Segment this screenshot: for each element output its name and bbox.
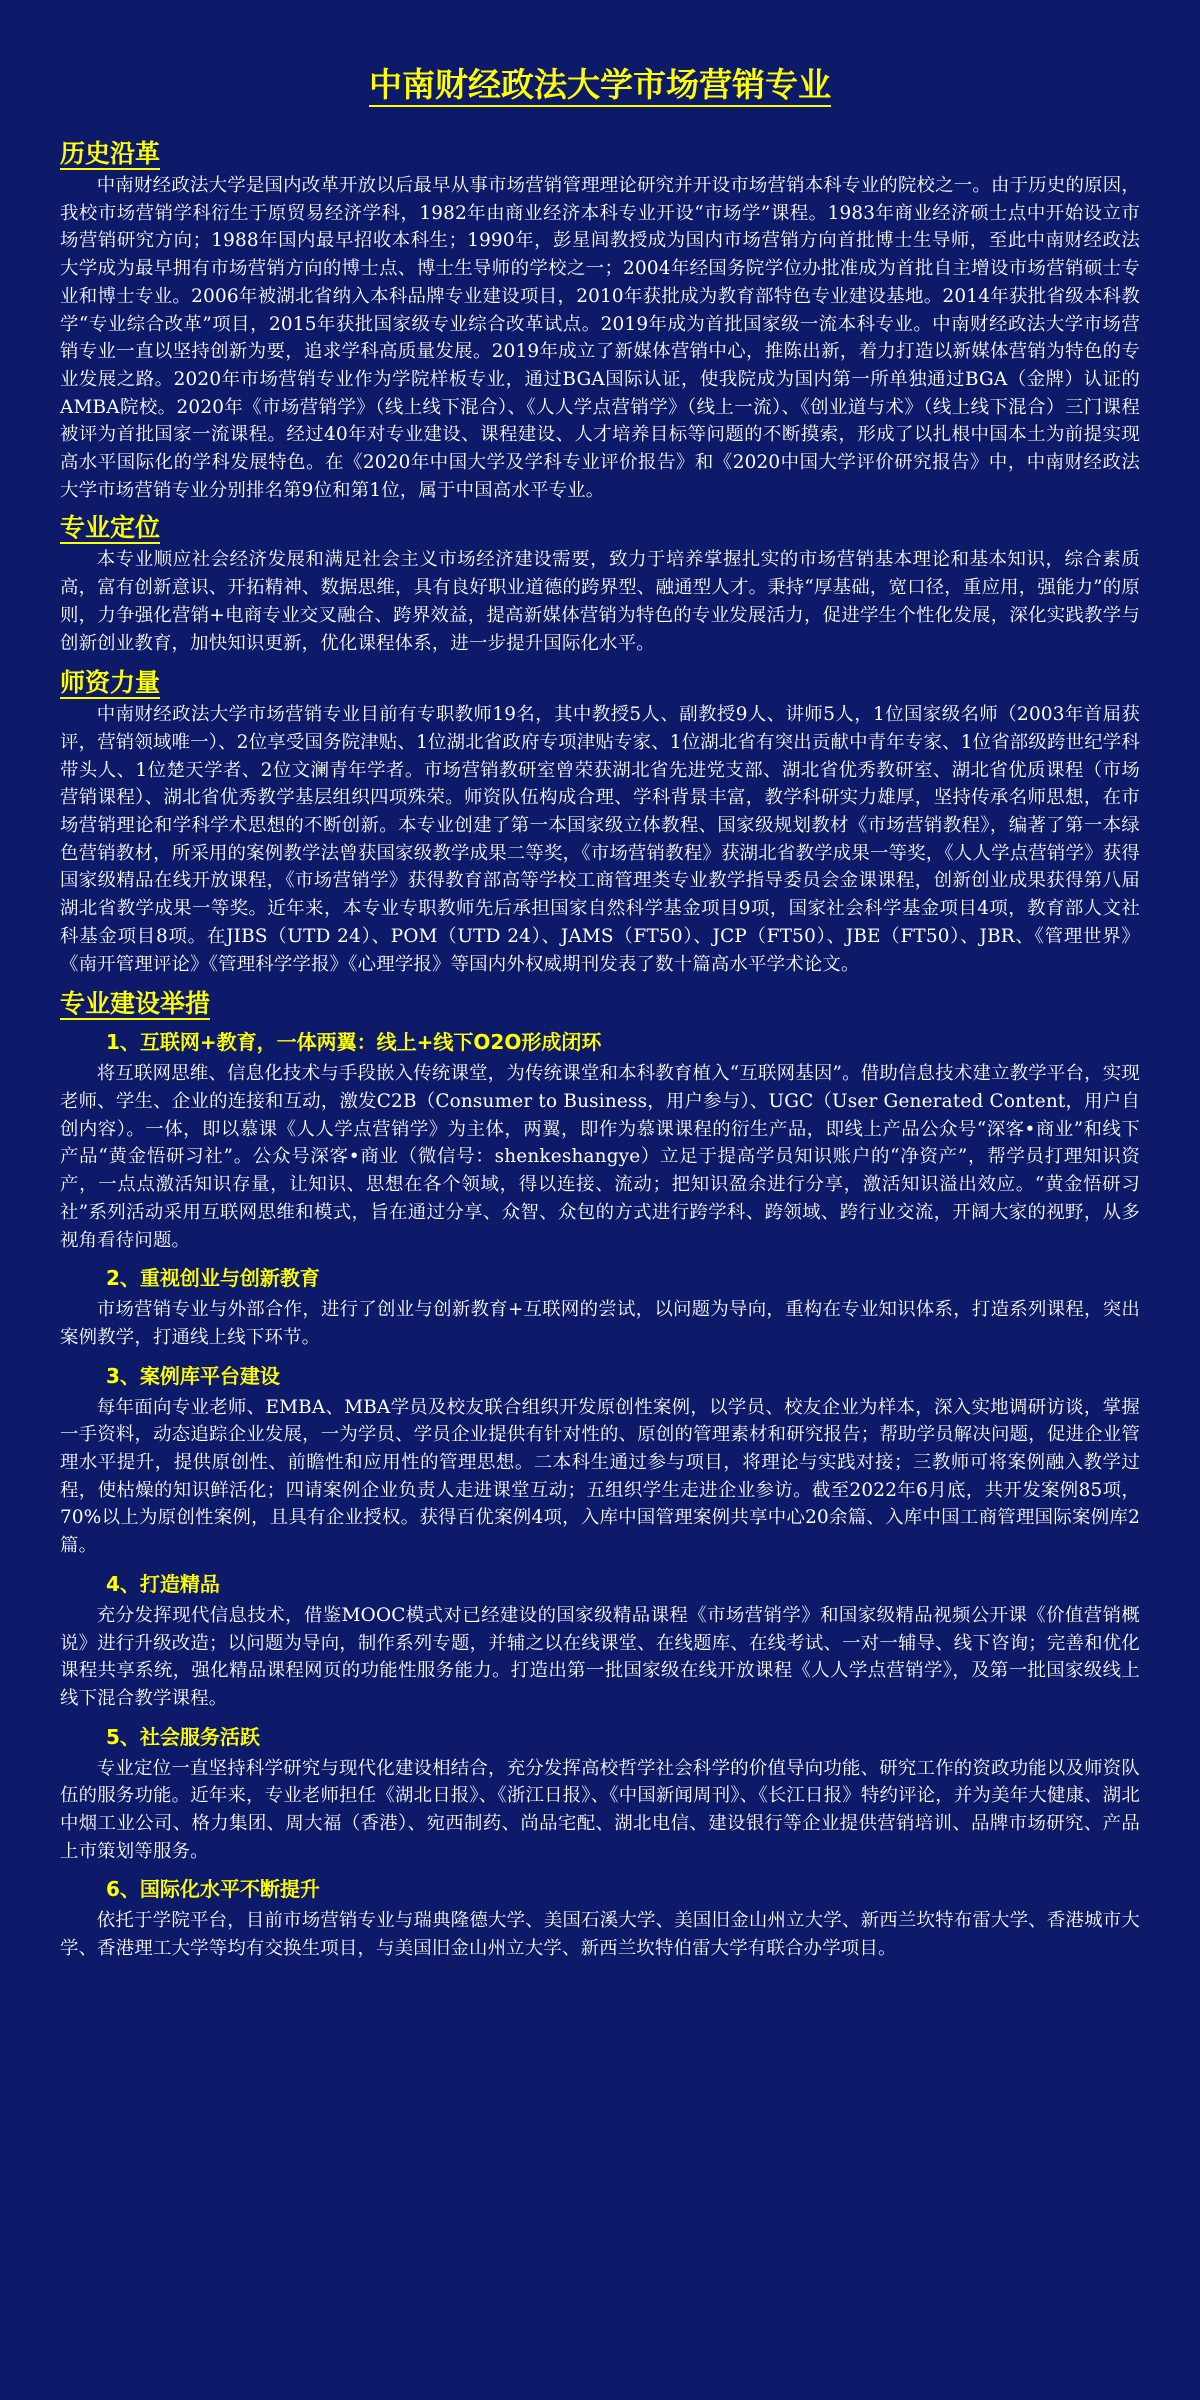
position-paragraph: 本专业顺应社会经济发展和满足社会主义市场经济建设需要，致力于培养掌握扎实的市场营销基本理论和基本知识，综合素质高，富有创新意识、开拓精神、数据思维，具有良好职业道德的跨界型、融通型人才。秉持“厚基础，宽口径，重应用，强能力”的原则，力争强化营销+电商专业交叉融合、跨界效益，提高新媒体营销为特色的专业发展活力，促进学生个性化发展，深化实践教学与创新创业教育，加快知识更新，优化课程体系，进一步提升国际化水平。 (60, 549, 1140, 654)
section-position (60, 510, 1140, 657)
build-item-title: 1、互联网+教育，一体两翼：线上+线下O2O形成闭环 (106, 1030, 602, 1055)
build-item-social-service (60, 1719, 1140, 1866)
build-item-case-library (60, 1358, 1140, 1560)
section-history (60, 136, 1140, 504)
build-item-title: 5、社会服务活跃 (106, 1724, 260, 1749)
build-item-internet-education (60, 1024, 1140, 1254)
build-item-text: 专业定位一直坚持科学研究与现代化建设相结合，充分发挥高校哲学社会科学的价值导向功能、研究工作的资政功能以及师资队伍的服务功能。近年来，专业老师担任《湖北日报》、《浙江日报》、《中国新闻周刊》、《长江日报》特约评论，并为美年大健康、湖北中烟工业公司、格力集团、周大福（香港）、宛西制药、尚品宅配、湖北电信、建设银行等企业提供营销培训、品牌市场研究、产品上市策划等服务。 (60, 1757, 1140, 1862)
build-item-title: 3、案例库平台建设 (106, 1363, 280, 1388)
section-heading-history-text: 历史沿革 (60, 139, 161, 168)
build-item-text: 依托于学院平台，目前市场营销专业与瑞典隆德大学、美国石溪大学、美国旧金山州立大学、新西兰坎特布雷大学、香港城市大学、香港理工大学等均有交换生项目，与美国旧金山州立大学、新西兰坎特伯雷大学有联合办学项目。 (60, 1910, 1140, 1960)
build-item-text: 将互联网思维、信息化技术与手段嵌入传统课堂，为传统课堂和本科教育植入“互联网基因”。借助信息技术建立教学平台，实现老师、学生、企业的连接和互动，激发C2B（Consumer to Business，用户参与）、UGC（User Generated Content，用户自创内容）。一体，即以慕课《人人学点营销学》为主体，两翼，即作为慕课课程的衍生产品，即线上产品公众号“深客•商业”和线下产品“黄金悟研习社”。公众号深客•商业（微信号：shenkeshangye）立足于提高学员知识账户的“净资产”，帮学员打理知识资产，一点点激活知识存量，让知识、思想在各个领域，得以连接、流动；把知识盈余进行分享，激活知识溢出效应。“黄金悟研习社”系列活动采用互联网思维和模式，旨在通过分享、众智、众包的方式进行跨学科、跨领域、跨行业交流，开阔大家的视野，从多视角看待问题。 (60, 1063, 1140, 1251)
build-item-text: 充分发挥现代信息技术，借鉴MOOC模式对已经建设的国家级精品课程《市场营销学》和国家级精品视频公开课《价值营销概说》进行升级改造；以问题为导向，制作系列专题，并辅之以在线课堂、在线题库、在线考试、一对一辅导、线下咨询；完善和优化课程共享系统，强化精品课程网页的功能性服务能力。打造出第一批国家级在线开放课程《人人学点营销学》，及第一批国家级线上线下混合教学课程。 (60, 1604, 1140, 1709)
section-heading-faculty (60, 665, 1140, 701)
section-heading-build-text: 专业建设举措 (60, 989, 211, 1019)
section-heading-position-text: 专业定位 (60, 513, 161, 543)
section-heading-faculty-text: 师资力量 (60, 668, 161, 698)
page-title (60, 58, 1140, 112)
section-heading-position (60, 510, 1140, 546)
page-title-text: 中南财经政法大学市场营销专业 (369, 65, 831, 107)
build-item-title: 2、重视创业与创新教育 (106, 1266, 320, 1291)
section-faculty (60, 665, 1140, 978)
section-heading-build (60, 986, 1140, 1022)
build-item-text: 市场营销专业与外部合作，进行了创业与创新教育+互联网的尝试，以问题为导向，重构在专业知识体系，打造系列课程，突出案例教学，打通线上线下环节。 (60, 1299, 1140, 1348)
build-item-innovation (60, 1260, 1140, 1351)
build-item-internationalization (60, 1871, 1140, 1962)
build-item-text: 每年面向专业老师、EMBA、MBA学员及校友联合组织开发原创性案例，以学员、校友企业为样本，深入实地调研访谈，掌握一手资料，动态追踪企业发展，一为学员、学员企业提供有针对性的、原创的管理素材和研究报告；帮助学员解决问题，促进企业管理水平提升，提供原创性、前瞻性和应用性的管理思想。二本科生通过参与项目，将理论与实践对接；三教师可将案例融入教学过程，使枯燥的知识鲜活化；四请案例企业负责人走进课堂互动；五组织学生走进企业参访。截至2022年6月底，共开发案例85项，70%以上为原创性案例，且具有企业授权。获得百优案例4项，入库中国管理案例共享中心20余篇、入库中国工商管理国际案例库2篇。 (60, 1396, 1140, 1557)
section-heading-history (60, 136, 1140, 172)
section-build (60, 986, 1140, 1963)
build-item-title: 4、打造精品 (106, 1571, 220, 1596)
build-item-title: 6、国际化水平不断提升 (106, 1877, 320, 1902)
history-paragraph: 中南财经政法大学是国内改革开放以后最早从事市场营销管理理论研究并开设市场营销本科专业的院校之一。由于历史的原因，我校市场营销学科衍生于原贸易经济学科，1982年由商业经济本科专业开设“市场学”课程。1983年商业经济硕士点中开始设立市场营销研究方向；1988年国内最早招收本科生；1990年，彭星闾教授成为国内市场营销方向首批博士生导师，至此中南财经政法大学成为最早拥有市场营销方向的博士点、博士生导师的学校之一；2004年经国务院学位办批准成为首批自主增设市场营销硕士专业和博士专业。2006年被湖北省纳入本科品牌专业建设项目，2010年获批成为教育部特色专业建设基地。2014年获批省级本科教学“专业综合改革”项目，2015年获批国家级专业综合改革试点。2019年成为首批国家级一流本科专业。中南财经政法大学市场营销专业一直以坚持创新为要，追求学科高质量发展。2019年成立了新媒体营销中心，推陈出新，着力打造以新媒体营销为特色的专业发展之路。2020年市场营销专业作为学院样板专业，通过BGA国际认证，使我院成为国内第一所单独通过BGA（金牌）认证的AMBA院校。2020年《市场营销学》（线上线下混合）、《人人学点营销学》（线上一流）、《创业道与术》（线上线下混合）三门课程被评为首批国家一流课程。经过40年对专业建设、课程建设、人才培养目标等问题的不断摸索，形成了以扎根中国本土为前提实现高水平国际化的学科发展特色。在《2020年中国大学及学科专业评价报告》和《2020中国大学评价研究报告》中，中南财经政法大学市场营销专业分别排名第9位和第1位，属于中国高水平专业。 (60, 175, 1140, 501)
faculty-paragraph: 中南财经政法大学市场营销专业目前有专职教师19名，其中教授5人、副教授9人、讲师5人，1位国家级名师（2003年首届获评，营销领域唯一）、2位享受国务院津贴、1位湖北省政府专项津贴专家、1位湖北省有突出贡献中青年专家、1位省部级跨世纪学科带头人、1位楚天学者、2位文澜青年学者。市场营销教研室曾荣获湖北省先进党支部、湖北省优秀教研室、湖北省优质课程（市场营销课程）、湖北省优秀教学基层组织四项殊荣。师资队伍构成合理、学科背景丰富，教学科研实力雄厚，坚持传承名师思想，在市场营销理论和学科学术思想的不断创新。本专业创建了第一本国家级立体教程、国家级规划教材《市场营销教程》，编著了第一本绿色营销教材，所采用的案例教学法曾获国家级教学成果二等奖，《市场营销教程》获湖北省教学成果一等奖，《人人学点营销学》获得国家级精品在线开放课程，《市场营销学》获得教育部高等学校工商管理类专业教学指导委员会金课课程，创新创业成果获得第八届湖北省教学成果一等奖。近年来，本专业专职教师先后承担国家自然科学基金项目9项，国家社会科学基金项目4项，教育部人文社科基金项目8项。在JIBS（UTD 24）、POM（UTD 24）、JAMS（FT50）、JCP（FT50）、JBE（FT50）、JBR、《管理世界》《南开管理评论》《管理科学学报》《心理学报》等国内外权威期刊发表了数十篇高水平学术论文。 (60, 704, 1140, 975)
build-item-quality-courses (60, 1566, 1140, 1713)
